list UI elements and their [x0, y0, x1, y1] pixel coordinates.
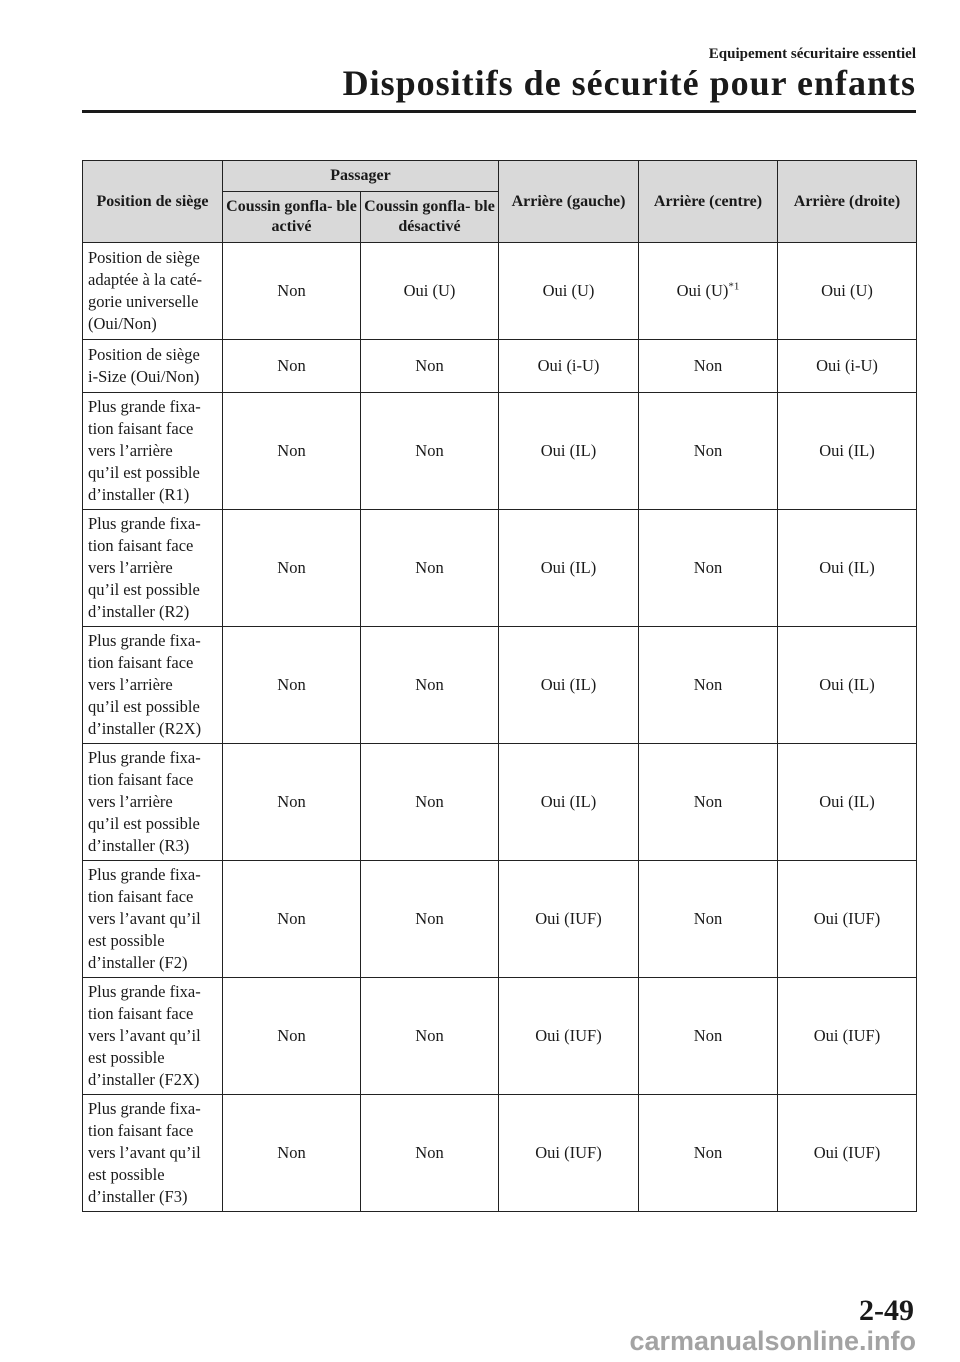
row-label [83, 340, 223, 393]
row-label [83, 978, 223, 1095]
table-cell [639, 340, 778, 393]
cell-value: Oui (IL) [540, 675, 597, 694]
table-row [83, 340, 917, 393]
cell-value: Oui (IL) [819, 441, 875, 460]
row-label-line: Position de siège [88, 345, 200, 364]
cell-value: Non [693, 441, 723, 460]
cell-value: Non [693, 792, 723, 811]
cell-value: Oui (U) [676, 281, 729, 300]
cell-value: Oui (IL) [540, 441, 597, 460]
table-cell [223, 243, 361, 340]
header-airbag-activated: Coussin gonfla- ble activé [223, 192, 361, 243]
cell-value: Non [693, 1143, 723, 1162]
row-label-line: d’installer (R2X) [88, 719, 202, 738]
cell-value: Non [693, 356, 723, 375]
header-airbag-deactivated: Coussin gonfla- ble désactivé [361, 192, 499, 243]
table-cell [499, 861, 639, 978]
row-label [83, 393, 223, 510]
cell-value: Non [415, 558, 444, 577]
row-label-line: tion faisant face [88, 653, 194, 672]
cell-value: Non [277, 558, 306, 577]
cell-value: Non [415, 675, 444, 694]
table-cell [361, 744, 499, 861]
cell-value: Non [415, 441, 444, 460]
row-label [83, 861, 223, 978]
row-label-line: d’installer (R1) [88, 485, 190, 504]
table-row [83, 393, 917, 510]
row-label-line: qu’il est possible [88, 580, 200, 599]
table-cell [499, 744, 639, 861]
table-cell [639, 861, 778, 978]
table-body [83, 243, 917, 1212]
row-label-line: est possible [88, 1048, 165, 1067]
cell-value: Oui (IUF) [813, 1026, 881, 1045]
cell-value: Non [277, 675, 306, 694]
table-cell [361, 978, 499, 1095]
table-cell [778, 627, 917, 744]
row-label [83, 744, 223, 861]
table-cell [499, 978, 639, 1095]
table-cell [499, 1095, 639, 1212]
row-label-line: vers l’avant qu’il [88, 1143, 201, 1162]
child-seat-position-table [82, 160, 917, 1212]
table-cell [778, 861, 917, 978]
row-label-line: vers l’arrière [88, 558, 173, 577]
row-label-line: i-Size (Oui/Non) [88, 367, 200, 386]
row-label-line: tion faisant face [88, 1121, 194, 1140]
row-label-line: tion faisant face [88, 770, 194, 789]
cell-value: Oui (U) [542, 281, 595, 300]
cell-value: Oui (IL) [819, 675, 875, 694]
row-label-line: Plus grande fixa- [88, 748, 201, 767]
row-label [83, 510, 223, 627]
table-cell [223, 627, 361, 744]
table-cell [223, 340, 361, 393]
cell-value: Non [277, 356, 306, 375]
table-row [83, 510, 917, 627]
table-cell [639, 510, 778, 627]
cell-value: Oui (i-U) [816, 356, 878, 375]
cell-value: Non [277, 792, 306, 811]
cell-value: Oui (IUF) [813, 909, 881, 928]
table-cell [361, 393, 499, 510]
table-cell [361, 627, 499, 744]
cell-value: Non [277, 281, 306, 300]
cell-value: Oui (U) [821, 281, 873, 300]
row-label-line: Plus grande fixa- [88, 397, 201, 416]
cell-value: Oui (IL) [819, 792, 875, 811]
table-row [83, 627, 917, 744]
table-row [83, 1095, 917, 1212]
row-label [83, 1095, 223, 1212]
table-cell [778, 243, 917, 340]
row-label-line: gorie universelle [88, 292, 199, 311]
row-label-line: vers l’arrière [88, 675, 173, 694]
table-row [83, 744, 917, 861]
corner-header-seat-position: Position de siège [83, 161, 223, 243]
row-label-line: Plus grande fixa- [88, 631, 201, 650]
table-cell [778, 744, 917, 861]
table-row [83, 243, 917, 340]
table-cell [778, 340, 917, 393]
page-title: Dispositifs de sécurité pour enfants [342, 63, 916, 103]
title-divider [82, 110, 916, 113]
page-number: 2-49 [859, 1294, 914, 1327]
row-label-line: Position de siège [88, 248, 200, 267]
row-label-line: est possible [88, 931, 165, 950]
cell-value: Non [693, 558, 723, 577]
row-label [83, 243, 223, 340]
table-cell [223, 978, 361, 1095]
row-label-line: vers l’avant qu’il [88, 1026, 201, 1045]
table-cell [639, 393, 778, 510]
row-label-line: d’installer (F2X) [88, 1070, 200, 1089]
running-section-header: Equipement sécuritaire essentiel [708, 46, 916, 62]
table-cell [223, 393, 361, 510]
table-cell [778, 510, 917, 627]
cell-value: Oui (IL) [540, 792, 597, 811]
row-label-line: qu’il est possible [88, 463, 200, 482]
cell-value: Oui (IL) [540, 558, 597, 577]
row-label-line: est possible [88, 1165, 165, 1184]
row-label-line: qu’il est possible [88, 697, 200, 716]
row-label-line: Plus grande fixa- [88, 982, 201, 1001]
table-cell [778, 978, 917, 1095]
row-label [83, 627, 223, 744]
cell-value: Non [693, 909, 723, 928]
row-label-line: tion faisant face [88, 536, 194, 555]
row-label-line: d’installer (R2) [88, 602, 190, 621]
row-label-line: vers l’arrière [88, 792, 173, 811]
cell-value: Oui (IUF) [813, 1143, 881, 1162]
table-cell [361, 243, 499, 340]
row-label-line: vers l’arrière [88, 441, 173, 460]
table-cell [639, 243, 778, 340]
row-label-line: Plus grande fixa- [88, 1099, 201, 1118]
row-label-line: d’installer (F2) [88, 953, 188, 972]
table-cell [778, 393, 917, 510]
row-label-line: d’installer (F3) [88, 1187, 188, 1206]
header-passenger: Passager [223, 161, 499, 192]
row-label-line: qu’il est possible [88, 814, 200, 833]
row-label-line: (Oui/Non) [88, 314, 157, 333]
row-label-line: Plus grande fixa- [88, 514, 201, 533]
table-row [83, 978, 917, 1095]
row-label-line: Plus grande fixa- [88, 865, 201, 884]
cell-value: Non [415, 792, 444, 811]
cell-value: Non [415, 356, 444, 375]
cell-value: Oui (U) [403, 281, 456, 300]
row-label-line: vers l’avant qu’il [88, 909, 201, 928]
table-cell [499, 510, 639, 627]
header-rear-right: Arrière (droite) [778, 161, 917, 243]
table-cell [361, 340, 499, 393]
cell-value: Oui (IUF) [535, 909, 602, 928]
cell-value: Non [415, 909, 444, 928]
row-label-line: tion faisant face [88, 887, 194, 906]
cell-value: Oui (IL) [819, 558, 875, 577]
cell-value: Non [693, 675, 723, 694]
footnote-marker: *1 [728, 280, 740, 293]
row-label-line: d’installer (R3) [88, 836, 190, 855]
cell-value: Non [693, 1026, 723, 1045]
table-cell [499, 393, 639, 510]
table-cell [361, 861, 499, 978]
cell-value: Non [277, 441, 306, 460]
table-cell [639, 978, 778, 1095]
table-cell [639, 744, 778, 861]
header-rear-center: Arrière (centre) [639, 161, 778, 243]
table-cell [223, 861, 361, 978]
watermark-logo: carmanualsonline.info [629, 1326, 916, 1356]
row-label-line: tion faisant face [88, 1004, 194, 1023]
table-cell [639, 1095, 778, 1212]
table-header-row [83, 161, 917, 192]
cell-value: Oui (IUF) [535, 1143, 602, 1162]
cell-value: Non [277, 909, 306, 928]
table-row [83, 861, 917, 978]
table-cell [499, 627, 639, 744]
table-cell [639, 627, 778, 744]
row-label-line: adaptée à la caté- [88, 270, 203, 289]
table-cell [499, 340, 639, 393]
cell-value: Oui (i-U) [537, 356, 600, 375]
table-cell [778, 1095, 917, 1212]
table-cell [223, 1095, 361, 1212]
table-cell [361, 1095, 499, 1212]
cell-value: Non [277, 1143, 306, 1162]
cell-value: Non [415, 1143, 444, 1162]
cell-value: Non [415, 1026, 444, 1045]
table-cell [499, 243, 639, 340]
header-rear-left: Arrière (gauche) [499, 161, 639, 243]
table-cell [223, 510, 361, 627]
row-label-line: tion faisant face [88, 419, 194, 438]
cell-value: Oui (IUF) [535, 1026, 602, 1045]
table-cell [223, 744, 361, 861]
cell-value: Non [277, 1026, 306, 1045]
table-cell [361, 510, 499, 627]
